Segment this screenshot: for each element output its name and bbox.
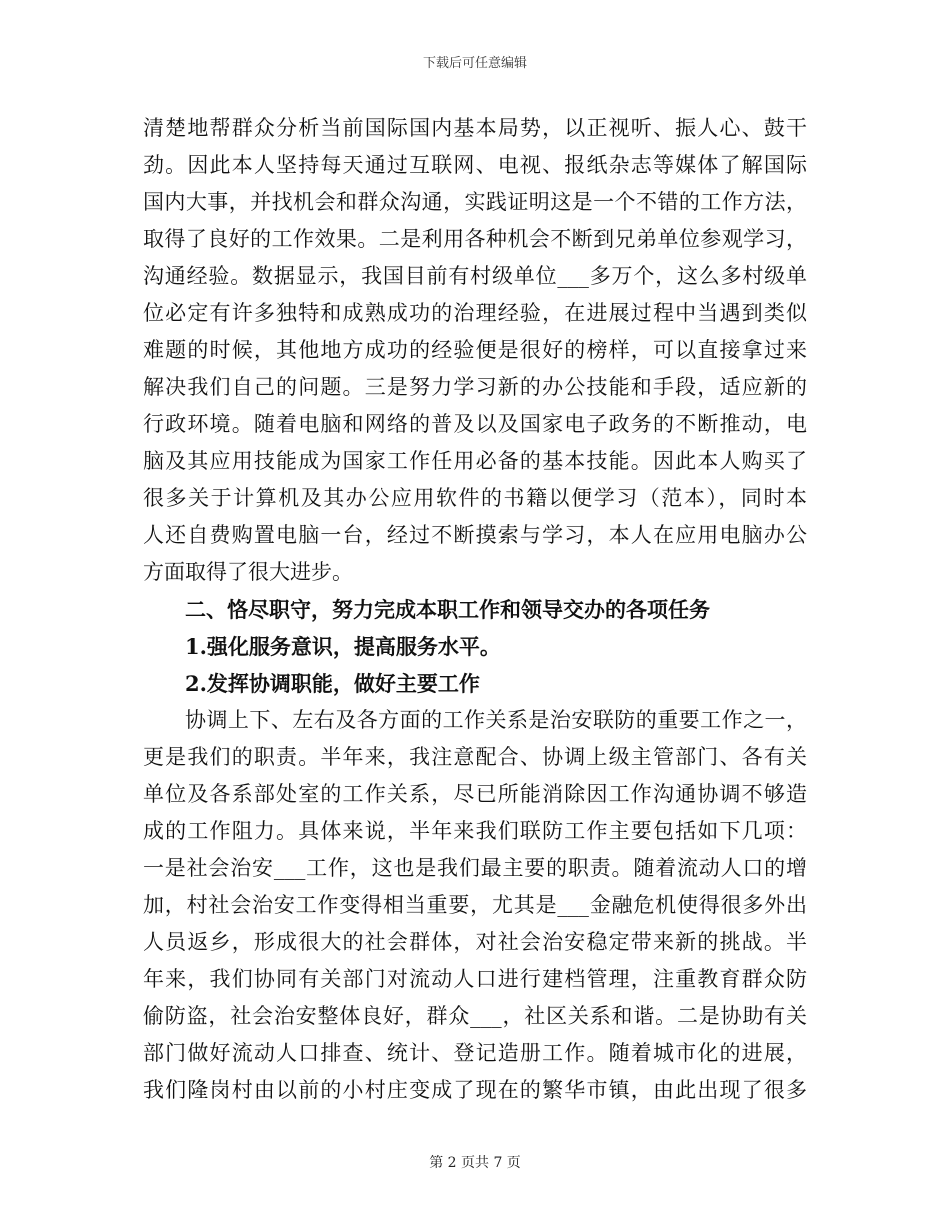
text-line: 国内大事，并找机会和群众沟通，实践证明这是一个不错的工作方法，: [143, 190, 807, 214]
text-line: 解决我们自己的问题。三是努力学习新的办公技能和手段，适应新的: [143, 375, 807, 399]
text-line: 取得了良好的工作效果。二是利用各种机会不断到兄弟单位参观学习，: [143, 227, 807, 251]
text-line: 我们隆岗村由以前的小村庄变成了现在的繁华市镇，由此出现了很多: [143, 1078, 807, 1102]
text-line: 成的工作阻力。具体来说，半年来我们联防工作主要包括如下几项：: [143, 819, 807, 843]
paragraph-1: [143, 110, 807, 591]
text-line: 年来，我们协同有关部门对流动人口进行建档管理，注重教育群众防: [143, 967, 807, 991]
page-number-footer: 第 2 页共 7 页: [429, 1155, 521, 1171]
paragraph-2: [143, 702, 807, 1109]
text-line: 行政环境。随着电脑和网络的普及以及国家电子政务的不断推动，电: [143, 412, 807, 436]
text-line: 人还自费购置电脑一台，经过不断摸索与学习，本人在应用电脑办公: [143, 523, 807, 547]
document-body: [143, 110, 807, 1109]
text-line: 脑及其应用技能成为国家工作任用必备的基本技能。因此本人购买了: [143, 449, 807, 473]
text-line: 加，村社会治安工作变得相当重要，尤其是___金融危机使得很多外出: [143, 893, 807, 917]
subheading-1: 1.强化服务意识，提高服务水平。: [185, 634, 501, 659]
text-line: 方面取得了很大进步。: [143, 560, 353, 584]
text-line: 协调上下、左右及各方面的工作关系是治安联防的重要工作之一，: [185, 708, 807, 732]
text-line: 沟通经验。数据显示，我国目前有村级单位___多万个，这么多村级单: [143, 264, 807, 288]
text-line: 清楚地帮群众分析当前国际国内基本局势，以正视听、振人心、鼓干: [143, 116, 807, 140]
text-line: 劲。因此本人坚持每天通过互联网、电视、报纸杂志等媒体了解国际: [143, 153, 807, 177]
subheading-2: 2.发挥协调职能，做好主要工作: [185, 671, 480, 696]
text-line: 单位及各系部处室的工作关系，尽已所能消除因工作沟通协调不够造: [143, 782, 807, 806]
text-line: 难题的时候，其他地方成功的经验便是很好的榜样，可以直接拿过来: [143, 338, 807, 362]
text-line: 位必定有许多独特和成熟成功的治理经验，在进展过程中当遇到类似: [143, 301, 807, 325]
text-line: 部门做好流动人口排查、统计、登记造册工作。随着城市化的进展，: [143, 1041, 807, 1065]
text-line: 很多关于计算机及其办公应用软件的书籍以便学习（范本），同时本: [143, 486, 807, 510]
text-line: 更是我们的职责。半年来，我注意配合、协调上级主管部门、各有关: [143, 745, 807, 769]
text-line: 人员返乡，形成很大的社会群体，对社会治安稳定带来新的挑战。半: [143, 930, 807, 954]
page-header: 下载后可任意编辑: [422, 56, 527, 71]
text-line: 一是社会治安___工作，这也是我们最主要的职责。随着流动人口的增: [143, 856, 807, 880]
text-line: 偷防盗，社会治安整体良好，群众___，社区关系和谐。二是协助有关: [143, 1004, 807, 1028]
section-heading-2: 二、恪尽职守，努力完成本职工作和领导交办的各项任务: [185, 597, 710, 622]
